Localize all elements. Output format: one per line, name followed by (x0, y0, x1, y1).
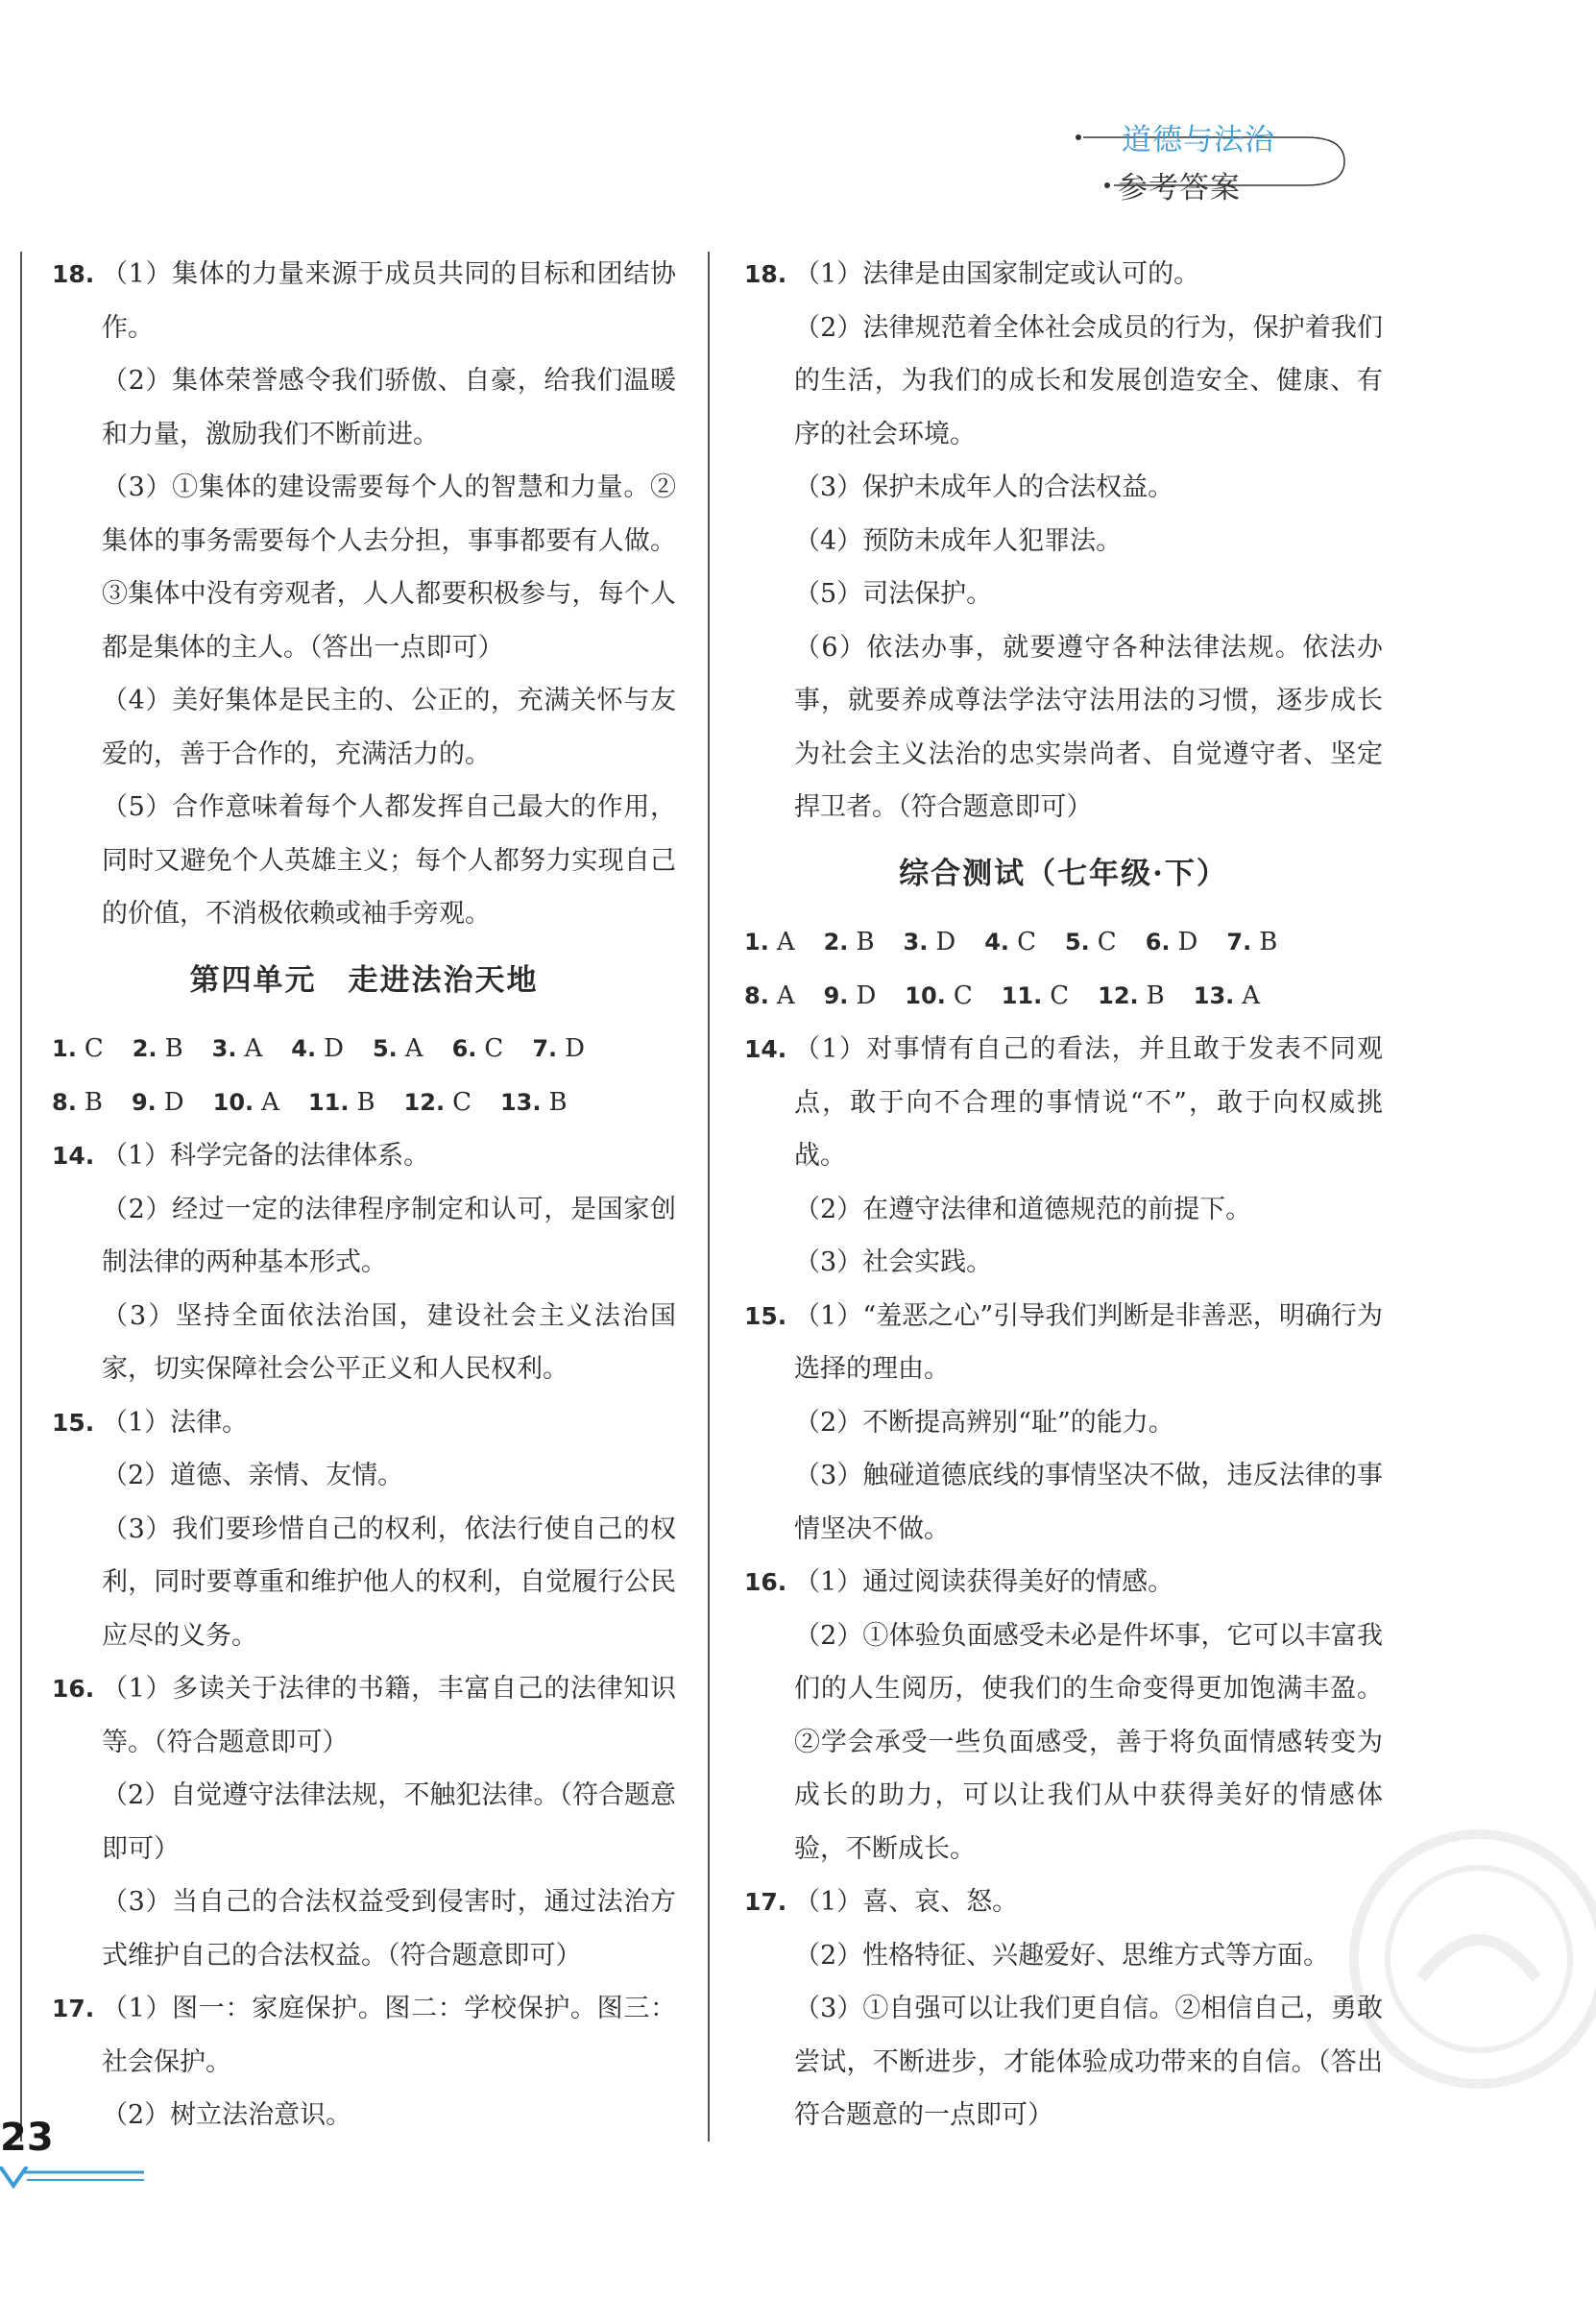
mc-answer-number: 13. (1193, 981, 1235, 1009)
mc-answer-choice: D (935, 928, 956, 956)
mc-answer-number: 12. (1098, 981, 1139, 1009)
answer-paragraph: （3）①集体的建设需要每个人的智慧和力量。②集体的事务需要每个人去分担，事事都要有人做。③集体中没有旁观者，人人都要积极参与，每个人都是集体的主人。（答出一点即可） (102, 472, 676, 663)
answer-paragraph: （2）经过一定的法律程序制定和认可，是国家创制法律的两种基本形式。 (102, 1194, 676, 1277)
right-column (744, 248, 1383, 2142)
answer-paragraph: （2）树立法治意识。 (102, 2100, 352, 2130)
answer-item (52, 1662, 676, 1982)
mc-answer (212, 1023, 263, 1077)
answer-paragraph: （4）美好集体是民主的、公正的，充满关怀与友爱的，善于合作的，充满活力的。 (102, 686, 676, 769)
answer-item (52, 248, 676, 941)
answer-paragraph: （3）社会实践。 (794, 1247, 993, 1277)
mc-answer-number: 11. (1001, 981, 1043, 1009)
mc-answer-choice: B (856, 928, 875, 956)
answer-paragraph: （1）“羞恶之心”引导我们判断是非善恶，明确行为选择的理由。 (794, 1300, 1383, 1384)
mc-answer-choice: C (452, 1087, 472, 1117)
mc-answer-choice: B (164, 1034, 183, 1063)
subject-title: 道德与法治 (1122, 123, 1275, 157)
answer-paragraph: （1）法律是由国家制定或认可的。 (794, 259, 1200, 289)
mc-answer (824, 970, 877, 1024)
question-number: 15. (52, 1408, 95, 1437)
question-number: 18. (52, 260, 95, 288)
answer-item (744, 1290, 1383, 1557)
answer-paragraph: （2）集体荣誉感令我们骄傲、自豪，给我们温暖和力量，激励我们不断前进。 (102, 366, 676, 449)
answer-paragraph: （3）①自强可以让我们更自信。②相信自己，勇敢尝试，不断进步，才能体验成功带来的自信。（答出符合题意的一点即可） (794, 1994, 1383, 2130)
answer-paragraph: （3）触碰道德底线的事情坚决不做，违反法律的事情坚决不做。 (794, 1461, 1383, 1544)
mc-answer (291, 1023, 344, 1077)
page-number: 23 (0, 2116, 54, 2160)
mc-answer-choice: D (1177, 928, 1198, 956)
mc-answer-choice: C (84, 1034, 104, 1063)
mc-answer-row (744, 970, 1383, 1024)
mc-answer-number: 9. (823, 981, 849, 1009)
answer-paragraph: （2）性格特征、兴趣爱好、思维方式等方面。 (794, 1940, 1330, 1971)
mc-answer (905, 970, 972, 1024)
mc-answer-number: 2. (823, 929, 849, 956)
mc-answer-row (744, 916, 1383, 970)
page-header (960, 108, 1373, 213)
mc-answer-number: 12. (403, 1088, 446, 1116)
mc-answer-number: 8. (52, 1088, 77, 1116)
mc-answer-number: 10. (212, 1088, 254, 1116)
mc-answer (904, 916, 956, 970)
mc-answer (500, 1077, 568, 1130)
left-column (52, 248, 676, 2142)
mc-answer-choice: C (1097, 928, 1117, 956)
mc-answer-number: 8. (744, 981, 769, 1009)
mc-answer-row (52, 1023, 676, 1077)
mc-answer-choice: A (776, 980, 795, 1010)
mc-answer-choice: A (776, 928, 795, 956)
mc-answer-number: 5. (1064, 929, 1090, 956)
answer-item (52, 1396, 676, 1663)
mc-answer-number: 7. (532, 1035, 558, 1062)
answer-paragraph: （5）合作意味着每个人都发挥自己最大的作用，同时又避免个人英雄主义；每个人都努力实现自己的价值，不消极依赖或袖手旁观。 (102, 792, 676, 929)
mc-answer-number: 6. (451, 1035, 477, 1062)
mc-answer-choice: D (856, 980, 877, 1010)
mc-answer-choice: C (1050, 980, 1070, 1010)
section-title: 第四单元 走进法治天地 (189, 962, 539, 998)
mc-answer-choice: A (244, 1034, 263, 1063)
mc-answer-number: 1. (52, 1035, 77, 1062)
mc-answer-number: 5. (372, 1035, 398, 1062)
question-number: 15. (744, 1301, 787, 1330)
answer-item (52, 1129, 676, 1396)
answer-paragraph: （4）预防未成年人犯罪法。 (794, 525, 1123, 556)
answer-item (744, 248, 1383, 835)
answers-label: 参考答案 (1118, 171, 1241, 206)
mc-answer-number: 11. (307, 1088, 350, 1116)
mc-answer-number: 10. (905, 981, 946, 1009)
question-number: 16. (52, 1675, 95, 1703)
mc-answer-number: 4. (984, 929, 1010, 956)
answer-item (52, 1982, 676, 2142)
answer-paragraph: （2）不断提高辨别“耻”的能力。 (794, 1407, 1174, 1438)
answer-paragraph: （3）我们要珍惜自己的权利，依法行使自己的权利，同时要尊重和维护他人的权利，自觉履行公民应尽的义务。 (102, 1513, 676, 1651)
answer-paragraph: （3）当自己的合法权益受到侵害时，通过法治方式维护自己的合法权益。（符合题意即可） (102, 1887, 676, 1971)
answer-paragraph: （1）集体的力量来源于成员共同的目标和团结协作。 (102, 259, 676, 343)
mc-answer-choice: C (1017, 928, 1036, 956)
mc-answer-choice: A (404, 1034, 423, 1063)
question-number: 17. (744, 1888, 787, 1916)
answer-paragraph: （1）喜、哀、怒。 (794, 1887, 1019, 1917)
mc-answer-number: 3. (211, 1035, 237, 1062)
question-number: 16. (744, 1568, 787, 1596)
mc-answer (373, 1023, 423, 1077)
answer-item (744, 1875, 1383, 2142)
answer-paragraph: （5）司法保护。 (794, 579, 993, 609)
footer-chevron-icon (0, 2166, 154, 2205)
mc-answer (404, 1077, 472, 1130)
mc-answer-choice: B (1146, 980, 1165, 1010)
answer-item (744, 1023, 1383, 1290)
mc-answer (1098, 970, 1165, 1024)
mc-answer-choice: C (953, 980, 973, 1010)
mc-answer (452, 1023, 504, 1077)
mc-answer (824, 916, 875, 970)
column-divider (708, 252, 710, 2142)
mc-answer-number: 3. (903, 929, 929, 956)
mc-answer (1002, 970, 1069, 1024)
answer-paragraph: （1）通过阅读获得美好的情感。 (794, 1567, 1174, 1597)
mc-answer (532, 1023, 585, 1077)
mc-answer-number: 2. (132, 1035, 157, 1062)
question-number: 14. (52, 1142, 95, 1170)
mc-answer (1194, 970, 1260, 1024)
mc-answer-choice: D (324, 1034, 344, 1063)
answer-paragraph: （2）自觉遵守法律法规，不触犯法律。（符合题意即可） (102, 1780, 676, 1864)
answer-paragraph: （1）对事情有自己的看法，并且敢于发表不同观点，敢于向不合理的事情说“不”，敢于向权威挑战。 (794, 1034, 1383, 1171)
mc-answer-choice: A (261, 1087, 279, 1117)
mc-answer-choice: B (1259, 928, 1278, 956)
answer-paragraph: （2）①体验负面感受未必是件坏事，它可以丰富我们的人生阅历，使我们的生命变得更加饱满丰盈。②学会承受一些负面感受，善于将负面情感转变为成长的助力，可以让我们从中获得美好的情感体验，不断成长。 (794, 1620, 1383, 1864)
answer-paragraph: （1）图一：家庭保护。图二：学校保护。图三：社会保护。 (102, 1994, 676, 2077)
answer-paragraph: （1）科学完备的法律体系。 (102, 1141, 430, 1171)
mc-answer-choice: D (565, 1034, 585, 1063)
mc-answer (52, 1077, 103, 1130)
question-number: 17. (52, 1995, 95, 2022)
mc-answer (132, 1077, 184, 1130)
left-margin-rule (20, 252, 22, 2142)
answer-paragraph: （2）法律规范着全体社会成员的行为，保护着我们的生活，为我们的成长和发展创造安全、健康、有序的社会环境。 (794, 312, 1383, 449)
answer-paragraph: （3）坚持全面依法治国，建设社会主义法治国家，切实保障社会公平正义和人民权利。 (102, 1300, 676, 1384)
mc-answer-choice: A (1242, 980, 1261, 1010)
section-title: 综合测试（七年级·下） (899, 856, 1228, 891)
mc-answer-number: 9. (131, 1088, 157, 1116)
mc-answer-row (52, 1077, 676, 1130)
mc-answer-number: 7. (1226, 929, 1252, 956)
watermark-seal (1335, 1815, 1596, 2103)
mc-answer-choice: C (484, 1034, 504, 1063)
mc-answer (1146, 916, 1198, 970)
answer-item (744, 1556, 1383, 1875)
answer-paragraph: （1）多读关于法律的书籍，丰富自己的法律知识等。（符合题意即可） (102, 1674, 676, 1757)
mc-answer (744, 916, 795, 970)
mc-answer (133, 1023, 183, 1077)
question-number: 18. (744, 260, 787, 288)
mc-answer-choice: B (548, 1087, 568, 1117)
mc-answer-choice: B (84, 1087, 103, 1117)
mc-answer-number: 13. (499, 1088, 542, 1116)
answer-paragraph: （2）道德、亲情、友情。 (102, 1461, 404, 1490)
mc-answer (213, 1077, 279, 1130)
mc-answer (744, 970, 795, 1024)
mc-answer-choice: D (163, 1087, 184, 1117)
answer-paragraph: （2）在遵守法律和道德规范的前提下。 (794, 1194, 1252, 1224)
mc-answer-choice: B (356, 1087, 375, 1117)
answer-paragraph: （3）保护未成年人的合法权益。 (794, 472, 1174, 502)
answer-paragraph: （6）依法办事，就要遵守各种法律法规。依法办事，就要养成尊法学法守法用法的习惯，逐步成长为社会主义法治的忠实崇尚者、自觉遵守者、坚定捍卫者。（符合题意即可） (794, 632, 1383, 822)
mc-answer-number: 4. (291, 1035, 317, 1062)
mc-answer (52, 1023, 104, 1077)
question-number: 14. (744, 1035, 787, 1063)
mc-answer-number: 6. (1145, 929, 1171, 956)
mc-answer (984, 916, 1036, 970)
mc-answer-number: 1. (744, 929, 769, 956)
mc-answer (308, 1077, 375, 1130)
mc-answer (1065, 916, 1117, 970)
answer-paragraph: （1）法律。 (102, 1407, 249, 1438)
mc-answer (1226, 916, 1277, 970)
